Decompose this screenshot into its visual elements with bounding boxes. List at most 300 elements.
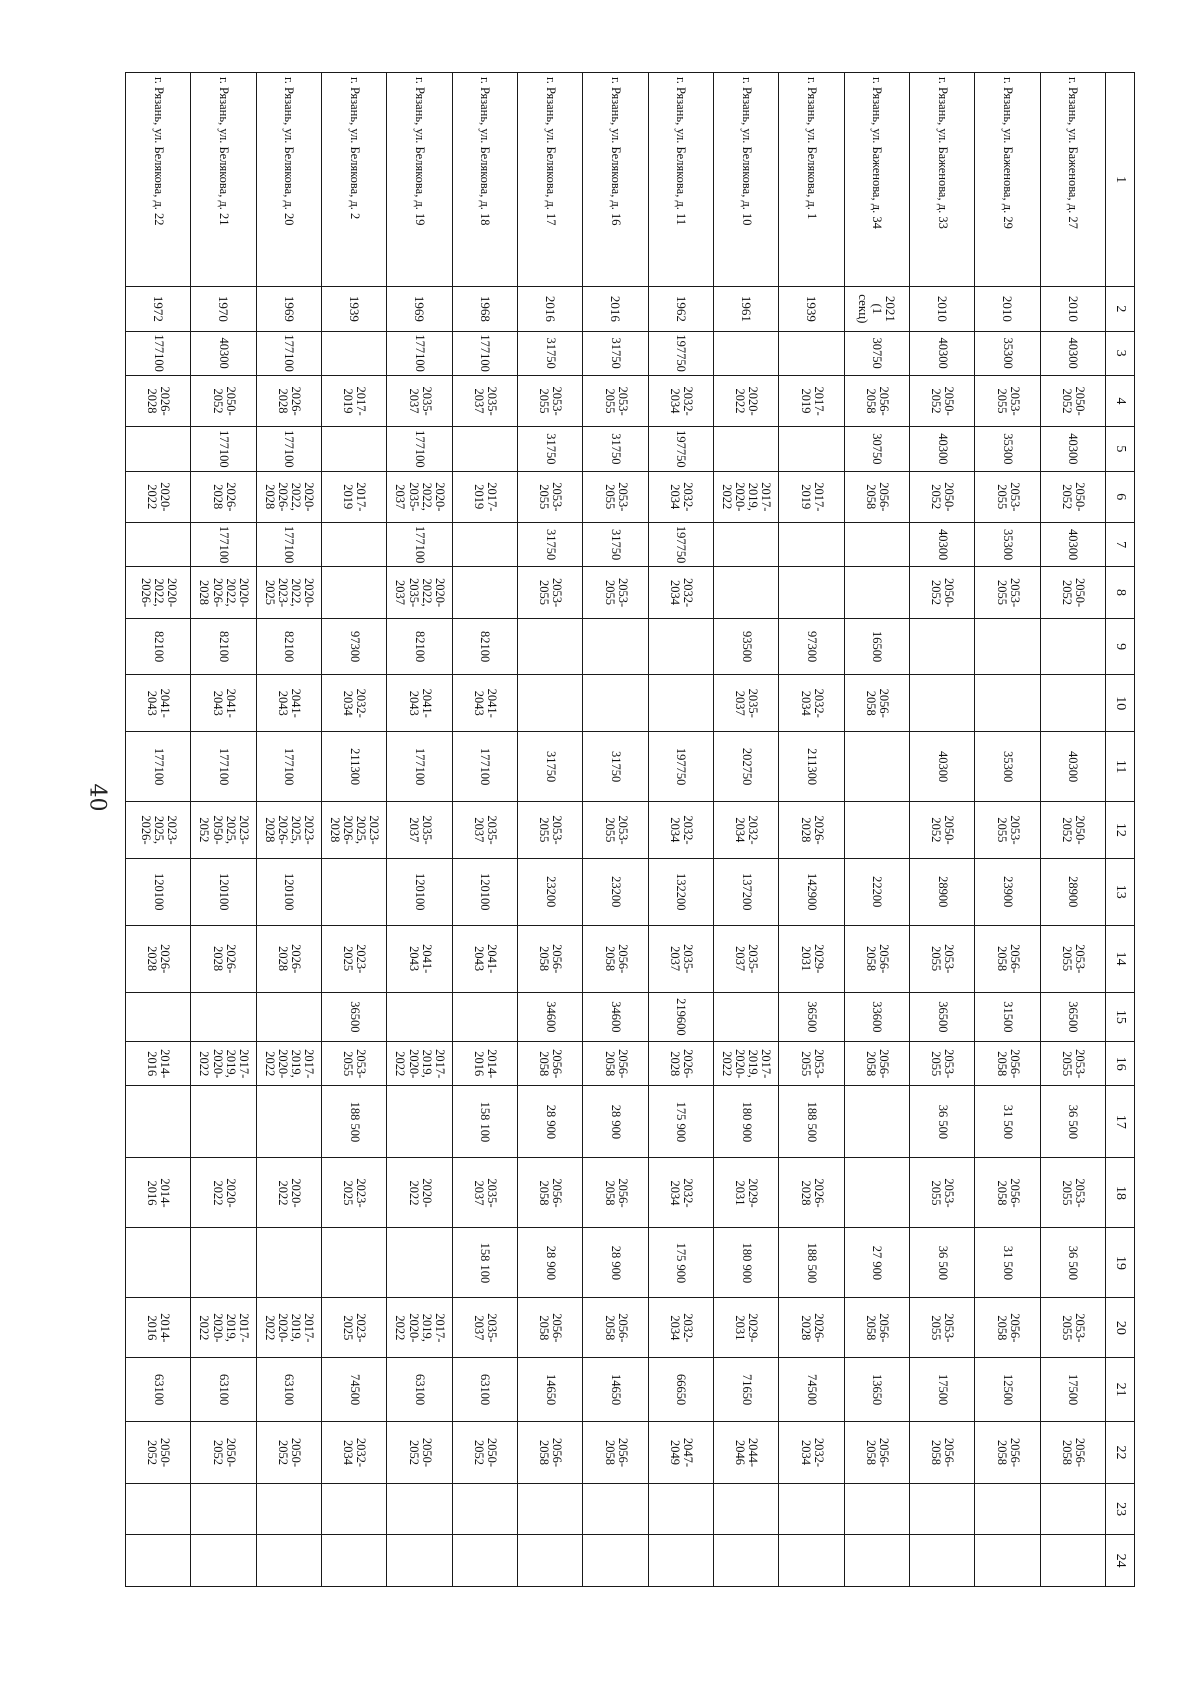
- table-cell: [452, 1422, 517, 1484]
- table-cell: [191, 732, 256, 802]
- cell-text: 1969: [412, 295, 428, 322]
- table-cell: [779, 992, 844, 1041]
- table-cell: [910, 1228, 975, 1298]
- table-cell: [1040, 523, 1105, 567]
- cell-text: 31 500: [1001, 1245, 1016, 1281]
- table-cell: [387, 1158, 452, 1228]
- cell-text: г. Рязань, ул. Белякова, д. 1: [805, 77, 820, 220]
- cell-text: 2056- 2058: [863, 944, 891, 974]
- cell-text: 63100: [413, 1374, 428, 1406]
- cell-text: 177100: [478, 334, 493, 372]
- table-cell: [191, 1228, 256, 1298]
- year-cell: [910, 287, 975, 331]
- cell-text: 2017- 2019, 2020- 2022: [393, 1049, 447, 1079]
- cell-text: 2053- 2055: [1059, 1049, 1087, 1079]
- address-cell: [975, 73, 1040, 287]
- cell-text: 2017- 2019: [341, 386, 369, 416]
- cell-text: 2032- 2034: [667, 815, 695, 845]
- table-cell: [844, 1358, 909, 1422]
- table-cell: [648, 925, 713, 992]
- table-cell: [779, 331, 844, 375]
- table-row: [1040, 73, 1105, 1587]
- cell-text: 31750: [609, 433, 624, 465]
- table-cell: [844, 1158, 909, 1228]
- table-cell: [648, 802, 713, 859]
- cell-text: 177100: [413, 747, 428, 786]
- table-cell: [256, 1086, 321, 1158]
- cell-text: 14650: [543, 1374, 558, 1406]
- table-cell: [322, 1158, 387, 1228]
- cell-text: 82100: [151, 630, 166, 663]
- cell-text: 2056- 2058: [537, 1049, 565, 1079]
- table-cell: [714, 1483, 779, 1534]
- cell-text: 28900: [935, 876, 950, 908]
- cell-text: 2021 (1 секц): [856, 294, 899, 324]
- table-cell: [844, 802, 909, 859]
- table-row: [452, 73, 517, 1587]
- table-cell: [256, 567, 321, 618]
- table-cell: [844, 1483, 909, 1534]
- cell-text: 2017- 2019: [471, 482, 500, 512]
- table-cell: [191, 1422, 256, 1484]
- cell-text: 197750: [674, 430, 689, 468]
- cell-text: 31750: [609, 337, 624, 369]
- cell-text: 1962: [673, 295, 689, 322]
- table-cell: [910, 925, 975, 992]
- cell-text: 14650: [609, 1374, 624, 1406]
- cell-text: 120100: [282, 872, 297, 911]
- table-cell: [126, 992, 191, 1041]
- table-cell: [975, 925, 1040, 992]
- table-cell: [452, 427, 517, 471]
- cell-text: 2017- 2019: [798, 386, 826, 416]
- table-cell: [648, 427, 713, 471]
- cell-text: 2035- 2037: [406, 386, 434, 416]
- cell-text: 2053- 2055: [929, 944, 957, 974]
- address-cell: [583, 73, 648, 287]
- cell-text: 35300: [1001, 433, 1016, 465]
- table-cell: [910, 375, 975, 426]
- table-cell: [191, 1158, 256, 1228]
- header-row: [1106, 73, 1135, 1587]
- table-cell: [779, 523, 844, 567]
- column-header-6: 6: [1106, 471, 1135, 522]
- cell-text: 2032- 2034: [798, 688, 826, 718]
- cell-text: 2029- 2031: [733, 1313, 761, 1343]
- table-cell: [844, 331, 909, 375]
- table-cell: [844, 567, 909, 618]
- table-cell: [583, 1042, 648, 1086]
- cell-text: 2029- 2031: [798, 944, 826, 974]
- table-cell: [844, 1042, 909, 1086]
- table-cell: [648, 1422, 713, 1484]
- table-cell: [518, 523, 583, 567]
- cell-text: 63100: [478, 1374, 493, 1406]
- table-cell: [518, 925, 583, 992]
- table-cell: [387, 471, 452, 522]
- cell-text: 13650: [870, 1374, 885, 1406]
- table-cell: [518, 1483, 583, 1534]
- cell-text: 2032- 2034: [667, 1178, 695, 1208]
- table-cell: [779, 1422, 844, 1484]
- table-cell: [126, 523, 191, 567]
- table-cell: [256, 675, 321, 732]
- table-cell: [975, 331, 1040, 375]
- year-cell: [1040, 287, 1105, 331]
- cell-text: г. Рязань, ул. Белякова, д. 20: [282, 77, 297, 226]
- table-cell: [648, 523, 713, 567]
- table-cell: [1040, 802, 1105, 859]
- cell-text: 2056- 2058: [602, 1313, 630, 1343]
- cell-text: 2010: [1000, 295, 1016, 322]
- table-cell: [910, 1358, 975, 1422]
- table-cell: [452, 375, 517, 426]
- table-cell: [322, 1483, 387, 1534]
- table-cell: [844, 675, 909, 732]
- cell-text: 120100: [413, 872, 428, 911]
- table-cell: [648, 1228, 713, 1298]
- cell-text: 36 500: [1066, 1245, 1081, 1281]
- cell-text: 35300: [1001, 529, 1016, 561]
- cell-text: 2053- 2055: [798, 1049, 826, 1079]
- table-cell: [844, 925, 909, 992]
- table-cell: [387, 1298, 452, 1358]
- table-cell: [256, 427, 321, 471]
- table-cell: [256, 1042, 321, 1086]
- table-row: [714, 73, 779, 1587]
- cell-text: 2053- 2055: [602, 577, 630, 608]
- column-header-10: 10: [1106, 675, 1135, 732]
- table-cell: [452, 675, 517, 732]
- table-cell: [452, 1298, 517, 1358]
- cell-text: 177100: [217, 430, 232, 468]
- cell-text: 2056- 2058: [863, 688, 891, 718]
- cell-text: 1939: [347, 295, 363, 322]
- table-cell: [779, 1158, 844, 1228]
- table-cell: [256, 1228, 321, 1298]
- cell-text: 2047- 2049: [667, 1437, 695, 1468]
- cell-text: г. Рязань, ул. Белякова, д. 22: [151, 77, 166, 226]
- year-cell: [779, 287, 844, 331]
- table-cell: [322, 1042, 387, 1086]
- table-cell: [910, 523, 975, 567]
- table-cell: [975, 1158, 1040, 1228]
- cell-text: 2050- 2052: [1059, 386, 1087, 416]
- cell-text: 2056- 2058: [863, 386, 891, 416]
- year-cell: [256, 287, 321, 331]
- table-cell: [518, 471, 583, 522]
- cell-text: 2032- 2034: [341, 1437, 369, 1468]
- table-cell: [126, 1535, 191, 1587]
- table-cell: [322, 1422, 387, 1484]
- cell-text: 2050- 2052: [1059, 815, 1087, 845]
- table-cell: [518, 675, 583, 732]
- cell-text: 2023- 2025, 2026- 2028: [262, 815, 317, 845]
- table-cell: [191, 1042, 256, 1086]
- cell-text: 2014- 2016: [145, 1178, 173, 1208]
- table-cell: [714, 1535, 779, 1587]
- table-cell: [975, 1358, 1040, 1422]
- table-cell: [126, 1158, 191, 1228]
- table-cell: [256, 1358, 321, 1422]
- cell-text: 2041- 2043: [275, 688, 304, 718]
- cell-text: 2053- 2055: [994, 815, 1022, 845]
- table-cell: [191, 1086, 256, 1158]
- column-header-3: 3: [1106, 331, 1135, 375]
- table-cell: [518, 427, 583, 471]
- table-cell: [844, 1298, 909, 1358]
- table-cell: [322, 1298, 387, 1358]
- cell-text: 2050- 2052: [929, 482, 957, 512]
- cell-text: 211300: [347, 748, 362, 786]
- table-cell: [1040, 675, 1105, 732]
- column-header-20: 20: [1106, 1298, 1135, 1358]
- column-header-16: 16: [1106, 1042, 1135, 1086]
- table-cell: [583, 925, 648, 992]
- table-cell: [452, 1483, 517, 1534]
- table-cell: [256, 1158, 321, 1228]
- address-cell: [1040, 73, 1105, 287]
- cell-text: 2035- 2037: [733, 944, 761, 974]
- table-cell: [975, 802, 1040, 859]
- table-cell: [191, 427, 256, 471]
- cell-text: 197750: [674, 334, 689, 372]
- table-cell: [322, 471, 387, 522]
- table-cell: [452, 1228, 517, 1298]
- cell-text: 34600: [543, 1001, 558, 1033]
- cell-text: 71650: [739, 1374, 754, 1406]
- table-cell: [1040, 1228, 1105, 1298]
- table-cell: [387, 375, 452, 426]
- table-cell: [910, 1042, 975, 1086]
- table-cell: [191, 802, 256, 859]
- table-row: [779, 73, 844, 1587]
- table-cell: [322, 992, 387, 1041]
- cell-text: 2053- 2055: [602, 482, 630, 512]
- column-header-22: 22: [1106, 1422, 1135, 1484]
- table-cell: [256, 1298, 321, 1358]
- cell-text: 2053- 2055: [602, 815, 630, 845]
- table-cell: [191, 331, 256, 375]
- table-cell: [714, 992, 779, 1041]
- table-cell: [256, 992, 321, 1041]
- cell-text: 120100: [151, 872, 166, 911]
- table-cell: [975, 992, 1040, 1041]
- cell-text: 31750: [543, 529, 558, 561]
- table-cell: [518, 567, 583, 618]
- table-cell: [322, 925, 387, 992]
- cell-text: 23200: [543, 876, 558, 908]
- cell-text: 2017- 2019, 2020- 2022: [197, 1313, 251, 1343]
- table-cell: [1040, 427, 1105, 471]
- table-cell: [714, 1158, 779, 1228]
- cell-text: 177100: [413, 525, 428, 564]
- table-cell: [126, 1483, 191, 1534]
- table-cell: [191, 1483, 256, 1534]
- table-cell: [452, 992, 517, 1041]
- cell-text: 188 500: [805, 1101, 820, 1143]
- cell-text: г. Рязань, ул. Белякова, д. 21: [217, 77, 232, 226]
- cell-text: 2041- 2043: [471, 944, 500, 974]
- table-row: [387, 73, 452, 1587]
- cell-text: 2023- 2025: [341, 1178, 369, 1208]
- address-cell: [256, 73, 321, 287]
- cell-text: 35300: [1001, 750, 1016, 783]
- table-cell: [126, 1422, 191, 1484]
- table-cell: [714, 375, 779, 426]
- cell-text: 2053- 2055: [602, 386, 630, 416]
- cell-text: 158 100: [478, 1101, 493, 1143]
- table-cell: [779, 427, 844, 471]
- table-cell: [322, 1535, 387, 1587]
- cell-text: 31750: [543, 337, 558, 369]
- table-cell: [256, 1422, 321, 1484]
- cell-text: 2032- 2034: [667, 386, 695, 416]
- table-cell: [387, 802, 452, 859]
- table-cell: [975, 1228, 1040, 1298]
- table-cell: [583, 567, 648, 618]
- table-cell: [452, 1086, 517, 1158]
- table-cell: [975, 1422, 1040, 1484]
- cell-text: 2053- 2055: [929, 1178, 957, 1208]
- cell-text: 36 500: [1066, 1104, 1081, 1140]
- cell-text: 31750: [609, 529, 624, 561]
- table-cell: [322, 523, 387, 567]
- table-cell: [844, 1535, 909, 1587]
- cell-text: 2035- 2037: [733, 688, 761, 718]
- cell-text: 66650: [674, 1374, 689, 1406]
- cell-text: 2010: [1065, 295, 1081, 322]
- cell-text: 2020- 2022: [210, 1178, 238, 1208]
- table-cell: [518, 802, 583, 859]
- table-cell: [779, 1358, 844, 1422]
- cell-text: 31 500: [1001, 1104, 1016, 1140]
- address-cell: [714, 73, 779, 287]
- column-header-12: 12: [1106, 802, 1135, 859]
- table-cell: [975, 1483, 1040, 1534]
- table-cell: [844, 858, 909, 925]
- cell-text: 2020- 2022: [275, 1178, 304, 1208]
- cell-text: 2044- 2046: [733, 1437, 761, 1468]
- cell-text: 2026- 2028: [145, 944, 173, 974]
- table-row: [322, 73, 387, 1587]
- cell-text: 2026- 2028: [798, 1178, 826, 1208]
- table-cell: [648, 471, 713, 522]
- table-cell: [910, 732, 975, 802]
- table-cell: [648, 1358, 713, 1422]
- table-cell: [322, 802, 387, 859]
- cell-text: 2017- 2019, 2020- 2022: [262, 1049, 317, 1079]
- table-cell: [256, 925, 321, 992]
- table-cell: [256, 523, 321, 567]
- table-cell: [1040, 567, 1105, 618]
- cell-text: 2017- 2019, 2020- 2022: [720, 482, 774, 512]
- table-cell: [256, 802, 321, 859]
- table-cell: [518, 858, 583, 925]
- cell-text: 2056- 2058: [994, 1178, 1022, 1208]
- cell-text: г. Рязань, ул. Белякова, д. 10: [739, 77, 754, 226]
- cell-text: 12500: [1001, 1374, 1016, 1406]
- cell-text: 2035- 2037: [471, 1313, 500, 1343]
- cell-text: 2026- 2028: [667, 1049, 695, 1079]
- cell-text: 74500: [805, 1374, 820, 1406]
- cell-text: 177100: [478, 747, 493, 786]
- address-cell: [452, 73, 517, 287]
- cell-text: 2020- 2022, 2026-: [138, 577, 179, 608]
- table-cell: [1040, 471, 1105, 522]
- table-cell: [518, 732, 583, 802]
- cell-text: 2032- 2034: [667, 1313, 695, 1343]
- table-cell: [779, 471, 844, 522]
- cell-text: 132200: [674, 872, 689, 911]
- cell-text: 2056- 2058: [863, 482, 891, 512]
- cell-text: 188 500: [347, 1101, 362, 1143]
- table-cell: [126, 732, 191, 802]
- table-cell: [518, 1535, 583, 1587]
- cell-text: 2020- 2022, 2035- 2037: [393, 482, 447, 512]
- table-cell: [518, 331, 583, 375]
- column-header-1: 1: [1106, 73, 1135, 287]
- table-cell: [975, 1042, 1040, 1086]
- table-row: [126, 73, 191, 1587]
- table-cell: [844, 1422, 909, 1484]
- cell-text: 2035- 2037: [471, 815, 500, 845]
- cell-text: 197750: [674, 747, 689, 786]
- table-cell: [583, 427, 648, 471]
- table-cell: [910, 675, 975, 732]
- table-cell: [975, 1086, 1040, 1158]
- table-cell: [452, 802, 517, 859]
- table-cell: [518, 618, 583, 675]
- table-cell: [1040, 375, 1105, 426]
- table-row: [844, 73, 909, 1587]
- table-cell: [910, 1483, 975, 1534]
- table-cell: [322, 675, 387, 732]
- cell-text: 2053- 2055: [341, 1049, 369, 1079]
- column-header-18: 18: [1106, 1158, 1135, 1228]
- cell-text: 36500: [805, 1001, 820, 1033]
- cell-text: 2041- 2043: [406, 688, 434, 718]
- address-cell: [191, 73, 256, 287]
- cell-text: 2056- 2058: [994, 1049, 1022, 1079]
- cell-text: 17500: [935, 1374, 950, 1406]
- table-cell: [191, 375, 256, 426]
- table-cell: [126, 675, 191, 732]
- table-cell: [910, 331, 975, 375]
- cell-text: 177100: [282, 525, 297, 564]
- table-cell: [714, 567, 779, 618]
- table-cell: [583, 992, 648, 1041]
- table-cell: [322, 618, 387, 675]
- table-cell: [975, 732, 1040, 802]
- column-header-7: 7: [1106, 523, 1135, 567]
- year-cell: [452, 287, 517, 331]
- cell-text: г. Рязань, ул. Белякова, д. 18: [478, 77, 493, 226]
- table-cell: [975, 675, 1040, 732]
- cell-text: 27 900: [870, 1245, 885, 1281]
- table-cell: [518, 1422, 583, 1484]
- repair-schedule-table: [125, 72, 1135, 1587]
- table-cell: [844, 1228, 909, 1298]
- table-cell: [126, 802, 191, 859]
- table-cell: [583, 675, 648, 732]
- table-cell: [779, 802, 844, 859]
- cell-text: г. Рязань, ул. Баженова, д. 33: [935, 77, 950, 229]
- cell-text: 2020- 2022, 2026- 2028: [262, 482, 317, 512]
- table-cell: [1040, 1158, 1105, 1228]
- cell-text: 16500: [870, 630, 885, 663]
- cell-text: 2056- 2058: [1059, 1437, 1087, 1468]
